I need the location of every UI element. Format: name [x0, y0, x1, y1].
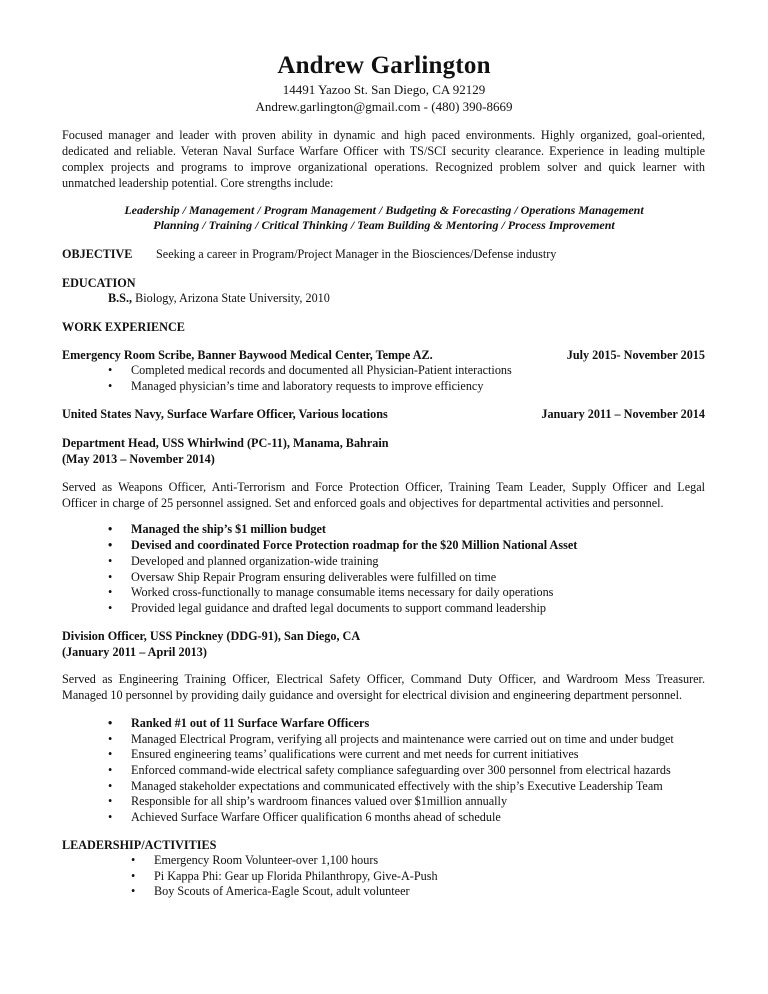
work-experience-heading: WORK EXPERIENCE: [62, 320, 185, 334]
email-phone-line: Andrew.garlington@gmail.com - (480) 390-8669: [255, 99, 513, 114]
position-title: Department Head, USS Whirlwind (PC-11), Manama, Bahrain: [62, 436, 389, 450]
bullet-icon: •: [131, 869, 136, 883]
bullet-icon: •: [108, 716, 113, 730]
bullet-icon: •: [108, 363, 113, 377]
degree-detail: Biology, Arizona State University, 2010: [132, 291, 330, 305]
bullet-icon: •: [108, 522, 113, 536]
core-strengths-line: Leadership / Management / Program Management / Budgeting & Forecasting / Operations Management: [124, 203, 644, 217]
bullet-icon: •: [131, 884, 136, 898]
objective-text: Seeking a career in Program/Project Manager in the Biosciences/Defense industry: [156, 247, 557, 261]
objective-heading: OBJECTIVE: [62, 247, 133, 261]
professional-summary: [62, 127, 705, 191]
job-dates: July 2015- November 2015: [566, 348, 705, 362]
candidate-name: Andrew Garlington: [277, 52, 491, 79]
bullet-icon: •: [108, 763, 113, 777]
job-title: United States Navy, Surface Warfare Officer, Various locations: [62, 407, 388, 421]
position-dates: (May 2013 – November 2014): [62, 452, 215, 466]
job-title: Emergency Room Scribe, Banner Baywood Medical Center, Tempe AZ.: [62, 348, 433, 362]
bullet-icon: •: [108, 794, 113, 808]
resume-page: Andrew Garlington 14491 Yazoo St. San Diego, CA 92129 Andrew.garlington@gmail.com - (480) 390-8669 Focused manager and leader with proven ability in dynamic and high paced environments. Highly organized, goal-oriented, dedicated and reliable. Veteran Naval Surface Warfare Officer with TS/SCI security clearance. Experience in leading multiple complex projects and programs to improve organizational operations. Recognized problem solver and quick learner with unmatched leadership potential. Core strengths include: Leadership / Management / Program Management / Budgeting & Forecasting / Operations Management Planning / Training / Critical Thinking / Team Building & Mentoring / Process Improvement OBJECTIVE Seeking a career in Program/Project Manager in the Biosciences/Defense industry EDUCATION B.S., Biology, Arizona State University, 2010 WORK EXPERIENCE Emergency Room Scribe, Banner Baywood Medical Center, Tempe AZ. July 2015- November 2015 • Completed medical records and documented all Physician-Patient interactions • Managed physician’s time and laboratory requests to improve efficiency United States Navy, Surface Warfare Officer, Various locations January 2011 – November 2014 Department Head, USS Whirlwind (PC-11), Manama, Bahrain (May 2013 – November 2014) Served as Weapons Officer, Anti-Terrorism and Force Protection Officer, Training Team Leader, Supply Officer and Legal Officer in charge of 25 personnel assigned. Set and enforced goals and objectives for departmental activities and personnel. • Managed the ship’s $1 million budget • Devised and coordinated Force Protection roadmap for the $20 Million National Asset • Developed and planned organization-wide training • Oversaw Ship Repair Program ensuring deliverables were fulfilled on time • Worked cross-functionally to manage consumable items necessary for daily operations • Provided legal guidance and drafted legal documents to support command leadership Division Officer, USS Pinckney (DDG-91), San Diego, CA (January 2011 – April 2013) Served as Engineering Training Officer, Electrical Safety Officer, Command Duty Officer, and Wardroom Mess Treasurer. Managed 10 personnel by providing daily guidance and oversight for electrical division and engineering department personnel. • Ranked #1 out of 11 Surface Warfare Officers • Managed Electrical Program, verifying all projects and maintenance were carried out on time and under budget • Ensured engineering teams’ qualifications were current and met needs for current initiatives • Enforced command-wide electrical safety compliance safeguarding over 300 personnel from electrical hazards • Managed stakeholder expectations and communicated effectively with the ship’s Executive Leadership Team • Responsible for all ship’s wardroom finances valued over $1million annually • Achieved Surface Warfare Officer qualification 6 months ahead of schedule LEADERSHIP/ACTIVITIES • Emergency Room Volunteer-over 1,100 hours • Pi Kappa Phi: Gear up Florida Philanthropy, Give-A-Push • Boy Scouts of America-Eagle Scout, adult volunteer: [0, 0, 768, 994]
leadership-heading: LEADERSHIP/ACTIVITIES: [62, 838, 217, 852]
education-heading: EDUCATION: [62, 276, 136, 290]
bullet-icon: •: [108, 810, 113, 824]
bullet-icon: •: [108, 570, 113, 584]
bullet-icon: •: [108, 779, 113, 793]
position-description: Served as Engineering Training Officer, Electrical Safety Officer, Command Duty Officer, and Wardroom Mess Treasurer. Managed 10 personnel by providing daily guidance and oversight for electrical division and engineering department personnel.: [62, 672, 705, 702]
education-entry: [108, 291, 330, 306]
core-strengths-line: Planning / Training / Critical Thinking / Team Building & Mentoring / Process Improvement: [153, 218, 615, 232]
summary-line: Focused manager and leader with proven ability in dynamic and high paced environments. Highly organized, goal-oriented,: [62, 128, 705, 142]
bullet-icon: •: [108, 554, 113, 568]
bullet-icon: •: [108, 732, 113, 746]
bullet-icon: •: [108, 601, 113, 615]
position-description: Served as Weapons Officer, Anti-Terrorism and Force Protection Officer, Training Team Leader, Supply Officer and Legal Officer in charge of 25 personnel assigned. Set and enforced goals and objectives for departmental activities and personnel.: [62, 480, 705, 510]
bullet-icon: •: [108, 379, 113, 393]
address-line: 14491 Yazoo St. San Diego, CA 92129: [282, 82, 486, 97]
summary-line: dedicated and reliable. Veteran Naval Surface Warfare Officer with TS/SCI security clearance. Experience in leading multiple: [62, 144, 705, 158]
position-title: Division Officer, USS Pinckney (DDG-91), San Diego, CA: [62, 629, 361, 643]
job-dates: January 2011 – November 2014: [541, 407, 705, 421]
degree: B.S.,: [108, 291, 133, 305]
bullet-icon: •: [108, 538, 113, 552]
summary-line: complex projects and programs to improve organizational operations. Recognized problem solver and quick learner with: [62, 160, 705, 174]
bullet-icon: •: [108, 747, 113, 761]
summary-line: unmatched leadership potential. Core strengths include:: [62, 176, 334, 190]
bullet-icon: •: [131, 853, 136, 867]
position-dates: (January 2011 – April 2013): [62, 645, 207, 659]
bullet-icon: •: [108, 585, 113, 599]
